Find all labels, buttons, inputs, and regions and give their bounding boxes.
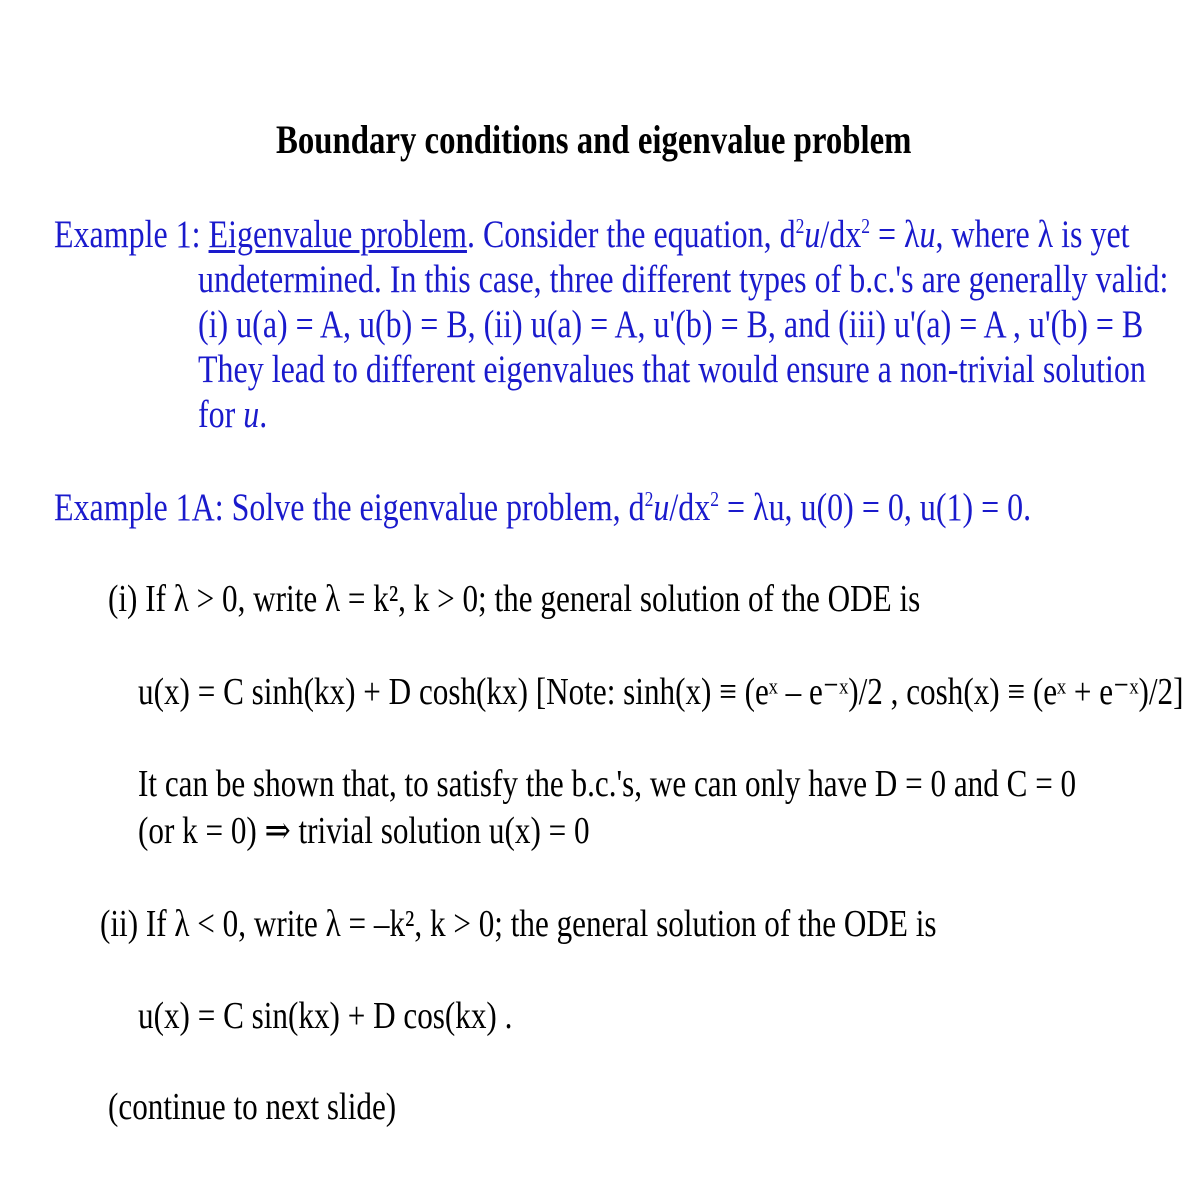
eq-lambda: = λ: [870, 213, 920, 256]
case-ii-heading: (ii) If λ < 0, write λ = –k², k > 0; the general solution of the ODE is: [100, 903, 937, 945]
eq-dx: /dx: [820, 213, 862, 256]
case-i-solution: u(x) = C sinh(kx) + D cosh(kx) [Note: sinh(x) ≡ (eˣ – e⁻ˣ)/2 , cosh(x) ≡ (eˣ + e⁻ˣ)/2]: [138, 671, 1184, 713]
example1a-var: u: [653, 486, 670, 529]
example1-line3: (i) u(a) = A, u(b) = B, (ii) u(a) = A, u'(b) = B, and (iii) u'(a) = A , u'(b) = B: [198, 303, 1144, 346]
example1-line1: [54, 215, 1130, 254]
example1-topic: Eigenvalue problem: [208, 213, 467, 256]
eq-var-u: u: [804, 213, 821, 256]
case-i-shown2: (or k = 0) ⇒ trivial solution u(x) = 0: [138, 810, 590, 852]
case-i-shown1: It can be shown that, to satisfy the b.c.'s, we can only have D = 0 and C = 0: [138, 763, 1077, 805]
example1-label: Example 1:: [54, 213, 201, 256]
eq-sup2: 2: [861, 214, 871, 238]
example1a-text: Example 1A: Solve the eigenvalue problem, d: [54, 486, 645, 529]
example1-line5: [198, 395, 267, 434]
continue-note: (continue to next slide): [108, 1086, 397, 1128]
eq-u: u: [919, 213, 936, 256]
line5-var: u: [243, 393, 260, 436]
example1a-sup1: 2: [644, 487, 654, 511]
eq-after: , where λ is yet: [935, 213, 1130, 256]
example1-line4: They lead to different eigenvalues that would ensure a non-trivial solution: [198, 348, 1146, 391]
example1a-rest: = λu, u(0) = 0, u(1) = 0.: [719, 486, 1032, 529]
example1-intro: . Consider the equation, d: [466, 213, 796, 256]
example1a-line: [54, 488, 1031, 527]
line5-pre: for: [198, 393, 244, 436]
example1a-sup2: 2: [710, 487, 720, 511]
case-ii-solution: u(x) = C sin(kx) + D cos(kx) .: [138, 995, 513, 1037]
case-i-heading: (i) If λ > 0, write λ = k², k > 0; the general solution of the ODE is: [108, 578, 921, 620]
page-title: Boundary conditions and eigenvalue problem: [276, 117, 912, 162]
line5-post: .: [259, 393, 268, 436]
eq-sup1: 2: [795, 214, 805, 238]
example1-line2: undetermined. In this case, three different types of b.c.'s are generally valid:: [198, 258, 1169, 301]
example1a-mid: /dx: [669, 486, 711, 529]
